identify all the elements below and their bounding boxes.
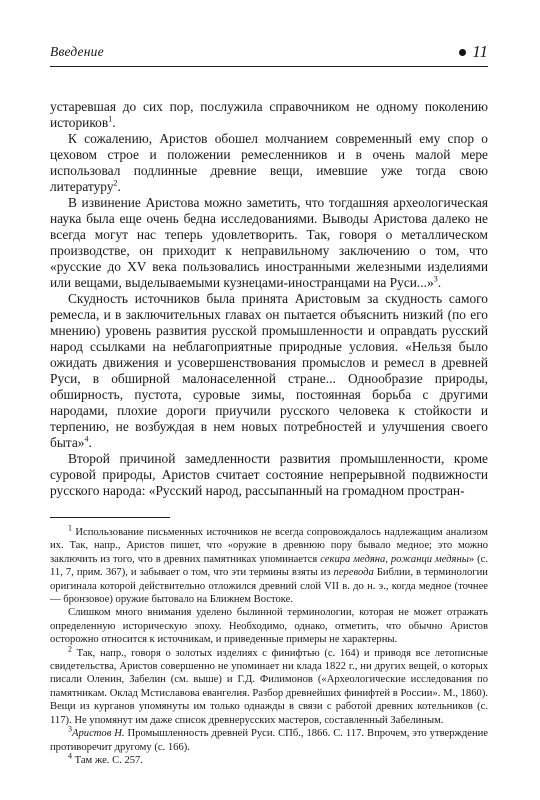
paragraph-end: . [112,115,116,130]
footnote-italic: Аристов Н. [72,728,125,740]
footnote-italic: секира медяна, рожанци медяны [320,553,469,565]
footnote-number: 2 [68,644,72,654]
bullet-icon [459,49,466,56]
footnote-continuation: Слишком много внимания уделено былинной терминологии, которая не может отражать определенную историческую эпоху. Необходимо, однако, отметить, что обычно Аристов осторожно относится к источникам, и приведенные примеры не характерны. [50,607,488,646]
page-number-block [459,42,488,62]
running-header [50,40,488,67]
footnote-ref: 3 [433,274,438,284]
footnote-italic: перевода [333,567,374,579]
paragraph-text: Скудность источников была принята Аристовым за скудность самого ремесла, и в заключительных главах он пытается объяснить низкий (по его мнению) уровень развития русской промышленности и оправдать русский народ ссылками на неблагоприятные природные условия. «Нельзя было ожидать движения и усовершенствования промыслов и ремесл в древней Руси, в обширной малонаселенной стране... Однообразие природы, обширность, пустота, суровые зимы, постоянная борьба с другими народами, плохие дороги приучили русского человека к стойкости и терпению, не возбуждая в нем новых потребностей и улучшения своего быта» [50,291,488,450]
footnote-text: Там же. С. 257. [72,754,143,766]
footnote-text: » (с. 11, 7, прим. 367), и забывает о том, что эти термины взяты из [50,553,489,579]
section-title: Введение [50,44,104,59]
main-text [50,99,488,499]
footnote-text: Использование письменных источников не всегда сопровождалось надлежащим анализом их. Так, напр., Аристов пишет, что «оружие в древнюю пору бывало медное; это можно заключить из того, что в древних памятниках упоминается [50,527,488,565]
footnote-number: 4 [68,751,72,761]
footnote [50,751,488,767]
footnote-number: 3 [68,724,72,734]
footnote [50,644,488,727]
paragraph [50,195,488,291]
paragraph-text: устаревшая до сих пор, послужила справочником не одному поколению историков [50,99,488,130]
paragraph [50,291,488,451]
footnote-text: Промышленность древней Руси. СПб., 1866. С. 117. Впрочем, это утверждение противоречит другому (с. 166). [50,728,489,753]
footnote-ref: 1 [108,114,113,124]
paragraph-text: Второй причиной замедленности развития промышленности, кроме суровой природы, Аристов считает состояние непрерывной подвижности русского народа: «Русский народ, рассыпанный на громадном простран- [50,451,488,498]
paragraph-end: . [117,179,121,194]
footnote-divider [50,517,170,518]
footnotes [50,523,489,767]
book-page [50,40,488,767]
paragraph-end: . [437,275,442,290]
footnote-text: Библии, в терминологии оригинала которой действительно отложился древний слой VII в. до н. э., когда медное (точнее — бронзовое) оружие бытовало на Ближнем Востоке. [50,567,488,606]
footnote-text: Так, напр., говоря о золотых изделиях с финифтью (с. 164) и приводя все летописные свидетельства, Аристов совершенно не упоминает ни клада 1822 г., ни других вещей, о которых писали Оленин, Забелин (см. выше) и Г.Д. Филимонов («Археологические исследования по памятникам. Оклад Мстиславова евангелия. Разбор древнейших финифтей в России». М., 1860). Вещи из курганов упомянуты им только однажды в связи с работой древних котельников (с. 117). Не упомянут им даже список древнерусских мастеров, составленный Забелиным. [50,647,488,726]
footnote-ref: 4 [84,434,89,444]
paragraph [50,451,488,499]
paragraph-end: . [88,435,92,450]
footnote-ref: 2 [113,178,118,188]
footnote [50,724,489,754]
paragraph [50,131,488,195]
footnote-number: 1 [68,523,72,533]
paragraph-text: В извинение Аристова можно заметить, что тогдашняя археологическая наука была еще очень бедна исследованиями. Выводы Аристова далеко не всегда могут нас теперь удовлетворить. Так, говоря о металлическом производстве, он приходит к неправильному заключению о том, что «русские до XV века пользовались иностранными железными изделиями или вещами, выделываемыми кузнецами-иностранцами на Руси...» [50,195,488,290]
paragraph [50,99,488,131]
footnote [50,523,489,606]
page-number: 11 [472,42,488,61]
paragraph-text: К сожалению, Аристов обошел молчанием современный ему спор о цеховом строе и положении ремесленников и в очень малой мере использовал подлинные древние вещи, имевшие уже тогда свою литературу [50,131,488,194]
